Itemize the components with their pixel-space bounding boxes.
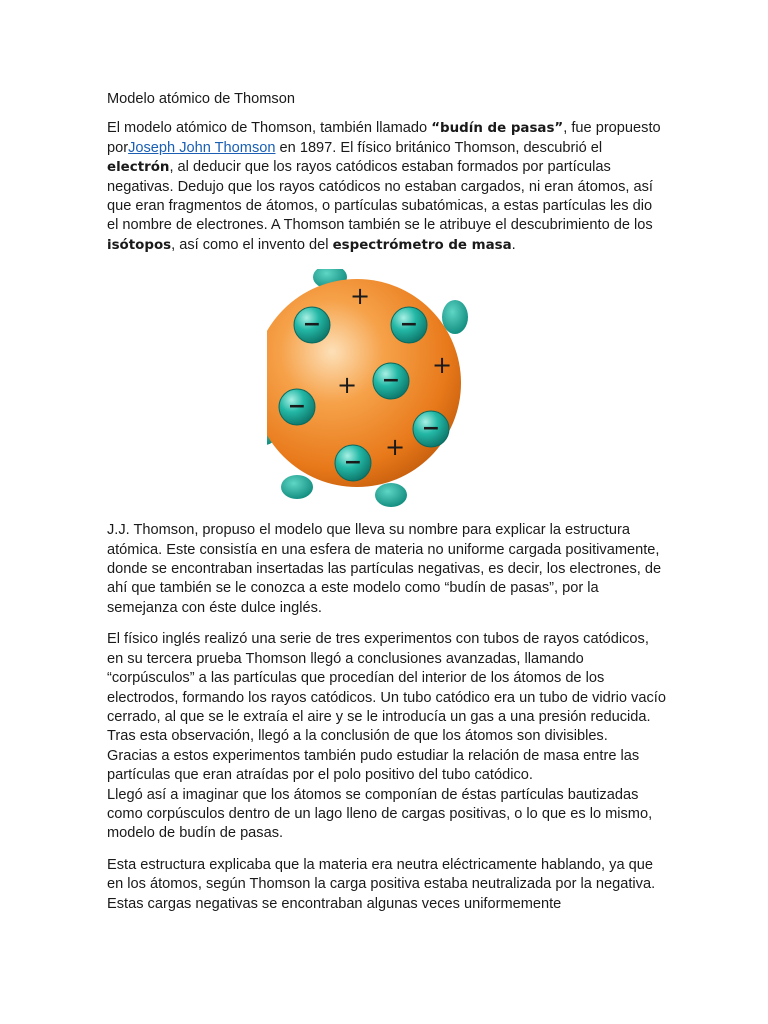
electron	[294, 307, 330, 343]
electron-symbol: −	[421, 416, 441, 442]
electron-symbol: −	[381, 368, 401, 394]
electron	[391, 307, 427, 343]
electron	[279, 389, 315, 425]
document-page	[107, 90, 667, 914]
document-title: Modelo atómico de Thomson	[107, 91, 295, 107]
thomson-atom-illustration	[267, 269, 487, 509]
electron-symbol: −	[287, 394, 307, 420]
electron	[335, 445, 371, 481]
paragraph-corpuscles: Llegó así a imaginar que los átomos se componían de éstas partículas bautizadas como corpúsculos dentro de un lago lleno de cargas positivas, o lo que es lo mismo, modelo de budín de pasas.	[107, 786, 653, 842]
intro-text-2: , fue propuesto por	[107, 120, 661, 156]
electron-symbol: −	[399, 312, 419, 338]
paragraph-model-description: J.J. Thomson, propuso el modelo que lleva su nombre para explicar la estructura atómica. Este consistía en una esfera de materia no uniforme cargada positivamente, donde se encontraban insertadas las partículas negativas, es decir, los electrones, de ahí que también se le conozca a este modelo como “budín de pasas”, por la semejanza con éste dulce inglés.	[107, 522, 662, 616]
intro-text-3: en 1897. El físico británico Thomson, descubrió el	[275, 139, 603, 156]
intro-text-5: , así como el invento del	[171, 236, 333, 253]
edge-electron	[442, 300, 468, 334]
intro-paragraph	[107, 119, 667, 255]
proton-symbol: +	[384, 433, 406, 462]
intro-bold-budin: “budín de pasas”	[431, 121, 564, 137]
intro-text-1: El modelo atómico de Thomson, también llamado	[107, 120, 432, 137]
intro-bold-electron: electrón	[107, 160, 170, 176]
electron-symbol: −	[343, 450, 363, 476]
electron-symbol: −	[302, 312, 322, 338]
atom-svg	[267, 269, 487, 509]
paragraph-neutrality: Esta estructura explicaba que la materia era neutra eléctricamente hablando, ya que en los átomos, según Thomson la carga positiva estaba neutralizada por la negativa. Estas cargas negativas se encontraban algunas veces uniformemente	[107, 856, 656, 912]
edge-electron	[281, 475, 313, 499]
intro-text-6: .	[511, 236, 516, 253]
thomson-link[interactable]: Joseph John Thomson	[128, 139, 276, 156]
paragraph-experiments: El físico inglés realizó una serie de tres experimentos con tubos de rayos catódicos, en su tercera prueba Thomson llegó a conclusiones avanzadas, llamando “corpúsculos” a las partículas que procedían del interior de los átomos de los electrodos, formando los rayos catódicos. Un tubo catódico era un tubo de vidrio vacío cerrado, al que se le extraía el aire y se le introducía un gas a una presión reducida. Tras esta observación, llegó a la conclusión de que los átomos son divisibles.	[107, 631, 666, 745]
electron	[413, 411, 449, 447]
edge-electron	[375, 483, 407, 507]
proton-symbol: +	[336, 371, 358, 400]
electron	[373, 363, 409, 399]
proton-symbol: +	[431, 351, 453, 380]
proton-symbol: +	[349, 282, 371, 311]
intro-text-4: , al deducir que los rayos catódicos estaban formados por partículas negativas. Dedujo que los rayos catódicos no estaban cargados, ni eran átomos, así que eran fragmentos de átomos, o partículas subatómicas, a estas partículas les dio el nombre de electrones. A Thomson también se le atribuye el descubrimiento de los	[107, 159, 653, 234]
intro-bold-espectrometro: espectrómetro de masa	[332, 237, 512, 253]
paragraph-mass-relation: Gracias a estos experimentos también pudo estudiar la relación de masa entre las partículas que eran atraídas por el polo positivo del tubo catódico.	[107, 747, 640, 784]
intro-bold-isotopos: isótopos	[107, 237, 172, 253]
